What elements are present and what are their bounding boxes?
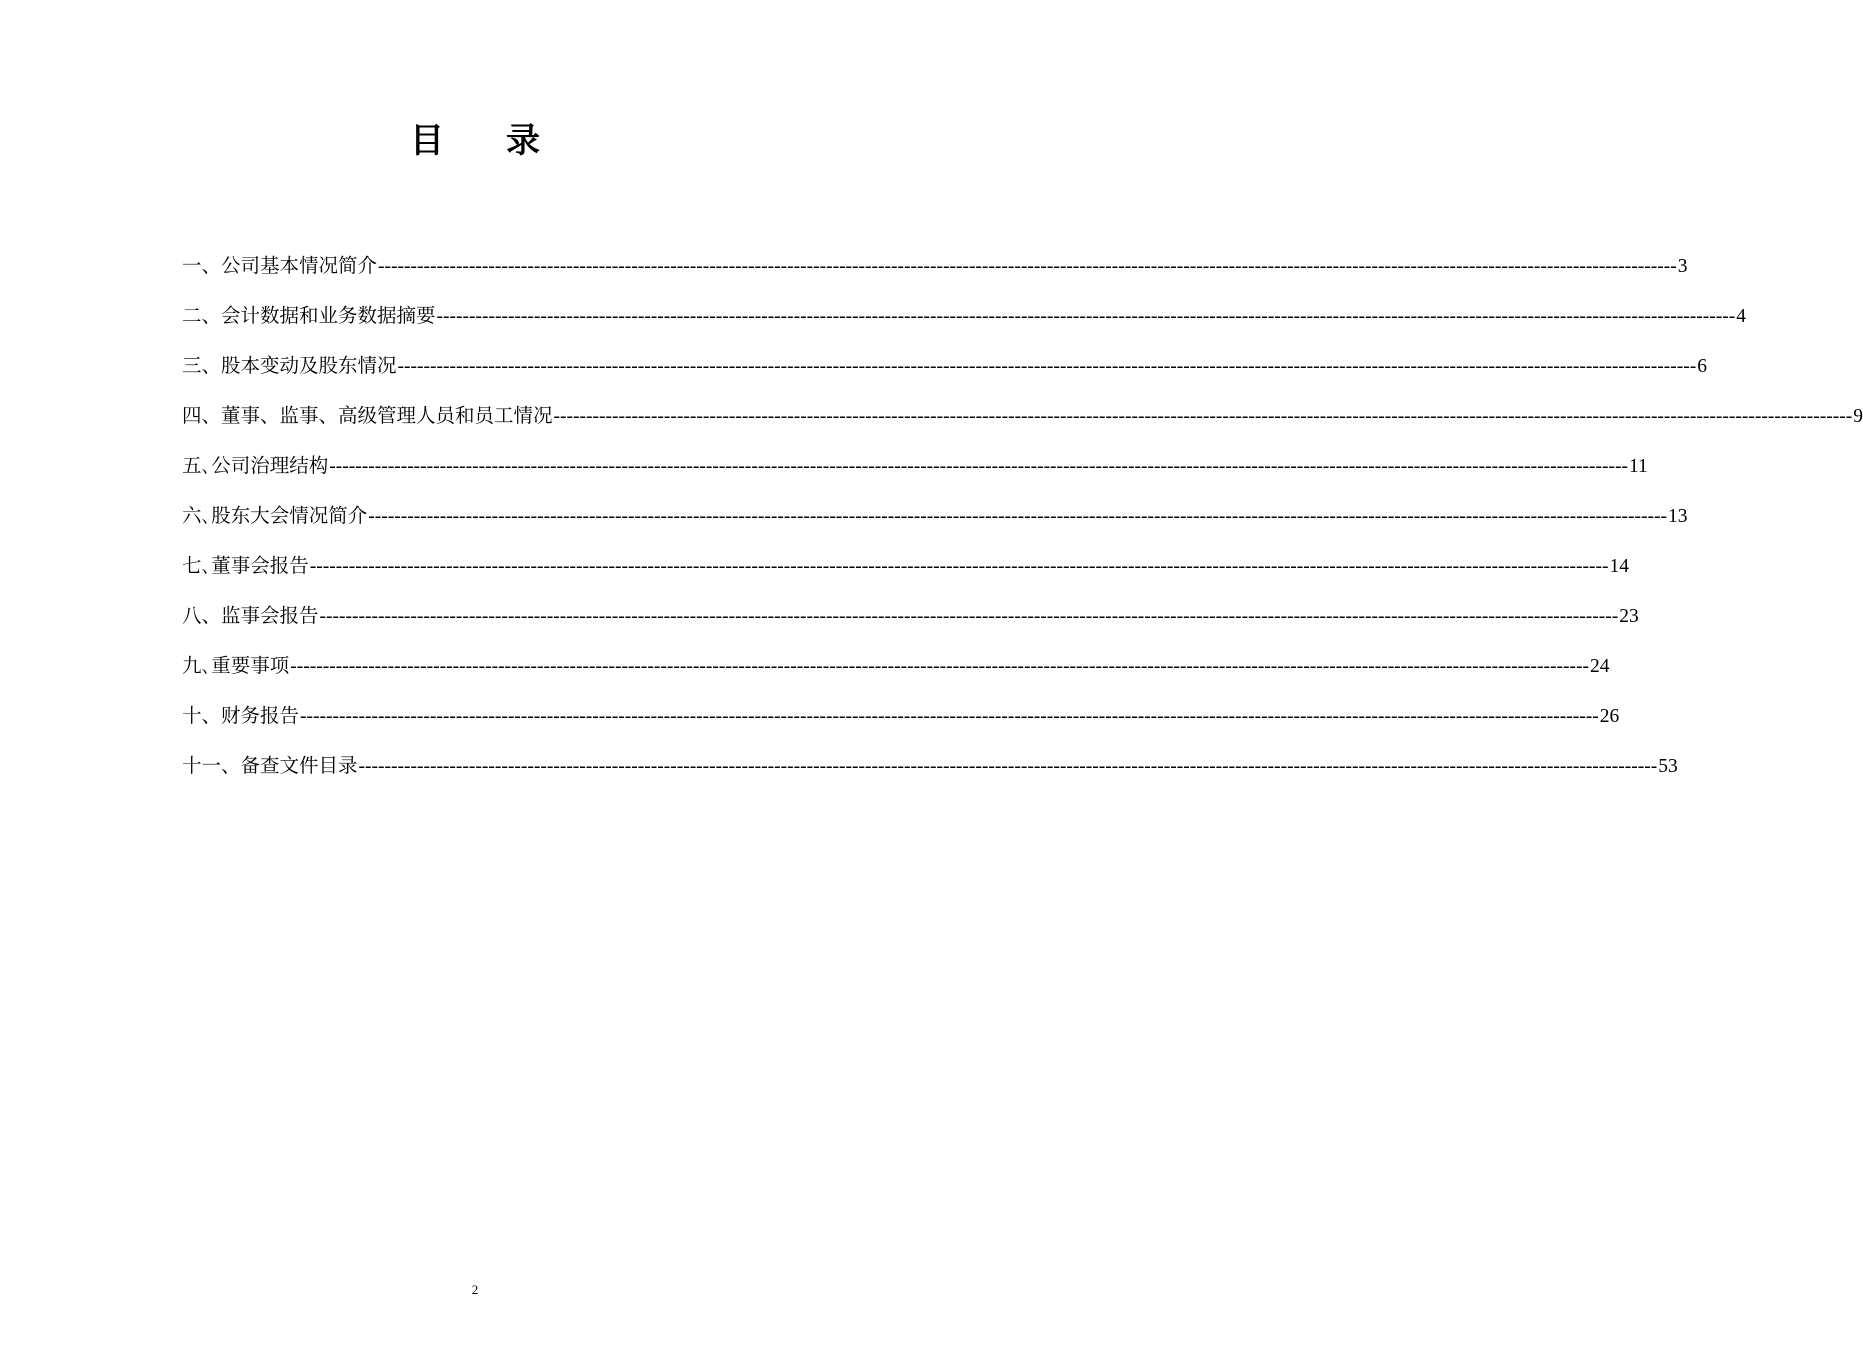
- toc-entry-page: 9: [1853, 406, 1863, 427]
- title-char-2: 录: [506, 121, 540, 161]
- toc-entry-label: 三、股本变动及股东情况: [182, 354, 397, 377]
- toc-entry-label: 十一、备查文件目录: [182, 754, 358, 777]
- toc-dot-leader: --------------------------------------------------------------------------------------------------------------------------------------------------------------------------------------------------------: [319, 606, 1619, 627]
- toc-entry-8[interactable]: [182, 600, 1639, 650]
- toc-entry-7[interactable]: [182, 550, 1629, 600]
- toc-entry-label: 十、财务报告: [182, 704, 300, 727]
- toc-entry-page: 53: [1658, 756, 1678, 777]
- toc-entry-label: 二、会计数据和业务数据摘要: [182, 304, 436, 327]
- toc-entry-page: 6: [1697, 356, 1707, 377]
- toc-entry-page: 4: [1736, 306, 1746, 327]
- toc-dot-leader: --------------------------------------------------------------------------------------------------------------------------------------------------------------------------------------------------------: [300, 706, 1599, 727]
- toc-entry-5[interactable]: [182, 450, 1648, 500]
- toc-dot-leader: --------------------------------------------------------------------------------------------------------------------------------------------------------------------------------------------------------: [436, 306, 1736, 327]
- toc-entry-3[interactable]: [182, 350, 1707, 400]
- toc-entry-label: 九､重要事项: [182, 654, 290, 677]
- toc-entry-9[interactable]: [182, 650, 1610, 700]
- toc-entry-label: 五､公司治理结构: [182, 454, 329, 477]
- toc-entry-11[interactable]: [182, 750, 1678, 800]
- page-number: 2: [471, 1282, 479, 1297]
- toc-entry-page: 23: [1619, 606, 1639, 627]
- toc-dot-leader: --------------------------------------------------------------------------------------------------------------------------------------------------------------------------------------------------------: [553, 406, 1853, 427]
- toc-entry-page: 26: [1599, 706, 1620, 727]
- toc-dot-leader: --------------------------------------------------------------------------------------------------------------------------------------------------------------------------------------------------------: [368, 506, 1667, 527]
- toc-entry-10[interactable]: [182, 700, 1620, 750]
- toc-dot-leader: --------------------------------------------------------------------------------------------------------------------------------------------------------------------------------------------------------: [329, 456, 1628, 477]
- toc-entry-page: 14: [1609, 556, 1629, 577]
- toc-entry-page: 24: [1590, 656, 1610, 677]
- toc-dot-leader: --------------------------------------------------------------------------------------------------------------------------------------------------------------------------------------------------------: [309, 556, 1609, 577]
- page-title: [0, 118, 950, 164]
- toc-dot-leader: --------------------------------------------------------------------------------------------------------------------------------------------------------------------------------------------------------: [290, 656, 1589, 677]
- toc-dot-leader: --------------------------------------------------------------------------------------------------------------------------------------------------------------------------------------------------------: [378, 256, 1677, 277]
- title-char-1: 目: [410, 121, 444, 161]
- toc-entry-label: 六､股东大会情况简介: [182, 504, 368, 527]
- toc-entry-label: 八、监事会报告: [182, 604, 319, 627]
- toc-entry-page: 3: [1677, 256, 1688, 277]
- toc-entry-page: 11: [1629, 456, 1648, 477]
- table-of-contents: [182, 250, 1863, 800]
- toc-dot-leader: --------------------------------------------------------------------------------------------------------------------------------------------------------------------------------------------------------: [358, 756, 1658, 777]
- toc-entry-1[interactable]: [182, 250, 1688, 300]
- toc-entry-2[interactable]: [182, 300, 1746, 350]
- toc-dot-leader: --------------------------------------------------------------------------------------------------------------------------------------------------------------------------------------------------------: [397, 356, 1697, 377]
- toc-entry-6[interactable]: [182, 500, 1688, 550]
- toc-entry-label: 一、公司基本情况简介: [182, 254, 378, 277]
- toc-entry-label: 七､董事会报告: [182, 554, 309, 577]
- toc-entry-page: 13: [1668, 506, 1688, 527]
- toc-entry-label: 四、董事、监事、高级管理人员和员工情况: [182, 404, 553, 427]
- toc-entry-4[interactable]: [182, 400, 1863, 450]
